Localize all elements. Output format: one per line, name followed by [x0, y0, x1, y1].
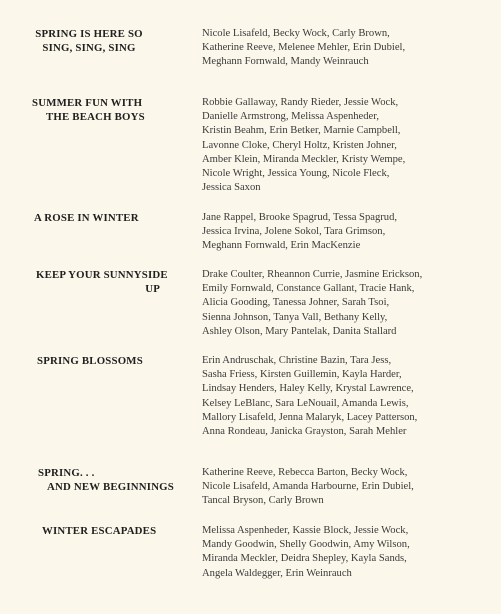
performer-names-line: Jane Rappel, Brooke Spagrud, Tessa Spagrud, — [202, 212, 398, 223]
routine-title-line: WINTER ESCAPADES — [42, 525, 157, 537]
routine-title — [36, 268, 168, 296]
routine-title-line: A ROSE IN WINTER — [34, 212, 139, 224]
routine-title-line: SUMMER FUN WITH — [32, 97, 143, 109]
performer-names — [202, 466, 494, 509]
performer-names-line: Ashley Olson, Mary Pantelak, Danita Stallard — [202, 325, 397, 337]
performer-names-line: Angela Waldegger, Erin Weinrauch — [202, 567, 352, 579]
performer-names-line: Lavonne Cloke, Cheryl Holtz, Kristen Johner, — [202, 139, 397, 151]
performer-names-line: Kelsey LeBlanc, Sara LeNouail, Amanda Lewis, — [202, 397, 409, 409]
performer-names-line: Mandy Goodwin, Shelly Goodwin, Amy Wilson, — [202, 539, 410, 551]
performer-names-line: Danielle Armstrong, Melissa Aspenheder, — [202, 111, 379, 123]
performer-names — [202, 96, 494, 195]
performer-names-line: Sienna Johnson, Tanya Vall, Bethany Kelly, — [202, 311, 388, 323]
performer-names-line: Nicole Wright, Jessica Young, Nicole Fleck, — [202, 168, 390, 180]
performer-names-line: Meghann Fornwald, Mandy Weinrauch — [202, 56, 369, 68]
performer-names-line: Mallory Lisafeld, Jenna Malaryk, Lacey Patterson, — [202, 411, 418, 423]
performer-names-line: Katherine Reeve, Rebecca Barton, Becky Wock, — [202, 467, 408, 478]
performer-names-line: Kristin Beahm, Erin Betker, Marnie Campbell, — [202, 125, 401, 137]
performer-names-line: Emily Fornwald, Constance Gallant, Tracie Hank, — [202, 283, 415, 295]
performer-names-line: Erin Andruschak, Christine Bazin, Tara Jess, — [202, 355, 392, 366]
routine-title-line: SING, SING, SING — [42, 42, 136, 54]
performer-names-line: Nicole Lisafeld, Becky Wock, Carly Brown, — [202, 28, 390, 39]
routine-title-line: KEEP YOUR SUNNYSIDE — [36, 269, 168, 281]
performer-names — [202, 211, 494, 254]
routine-title — [42, 524, 208, 538]
routine-title — [38, 466, 188, 494]
performer-names-line: Drake Coulter, Rheannon Currie, Jasmine Erickson, — [202, 269, 423, 280]
performer-names-line: Meghann Fornwald, Erin MacKenzie — [202, 240, 361, 252]
routine-title-line: SPRING. . . — [38, 467, 95, 479]
routine-title — [14, 27, 164, 55]
performer-names-line: Tancal Bryson, Carly Brown — [202, 495, 324, 507]
performer-names-line: Jessica Saxon — [202, 182, 261, 194]
routine-title — [34, 211, 200, 225]
routine-title-line: UP — [145, 283, 160, 295]
performer-names-line: Melissa Aspenheder, Kassie Block, Jessie Wock, — [202, 525, 409, 536]
performer-names-line: Miranda Meckler, Deidra Shepley, Kayla Sands, — [202, 553, 407, 565]
routine-title-line: THE BEACH BOYS — [46, 111, 145, 123]
performer-names-line: Robbie Gallaway, Randy Rieder, Jessie Wock, — [202, 97, 399, 108]
performer-names-line: Jessica Irvina, Jolene Sokol, Tara Grimson, — [202, 226, 386, 238]
performer-names — [202, 524, 494, 581]
performer-names — [202, 27, 494, 70]
performer-names-line: Lindsay Henders, Haley Kelly, Krystal Lawrence, — [202, 383, 414, 395]
performer-names-line: Katherine Reeve, Melenee Mehler, Erin Dubiel, — [202, 42, 406, 54]
performer-names-line: Alicia Gooding, Tanessa Johner, Sarah Tsoi, — [202, 297, 390, 309]
routine-title-line: SPRING BLOSSOMS — [37, 355, 143, 367]
routine-title-line: SPRING IS HERE SO — [35, 28, 143, 40]
performer-names-line: Amber Klein, Miranda Meckler, Kristy Wempe, — [202, 153, 406, 165]
performer-names — [202, 354, 494, 439]
performer-names-line: Anna Rondeau, Janicka Grayston, Sarah Mehler — [202, 426, 407, 438]
performer-names-line: Sasha Friess, Kirsten Guillemin, Kayla Harder, — [202, 369, 402, 381]
routine-title — [32, 96, 172, 124]
performer-names — [202, 268, 494, 339]
routine-title — [37, 354, 203, 368]
routine-title-line: AND NEW BEGINNINGS — [47, 481, 174, 493]
performer-names-line: Nicole Lisafeld, Amanda Harbourne, Erin Dubiel, — [202, 481, 414, 493]
